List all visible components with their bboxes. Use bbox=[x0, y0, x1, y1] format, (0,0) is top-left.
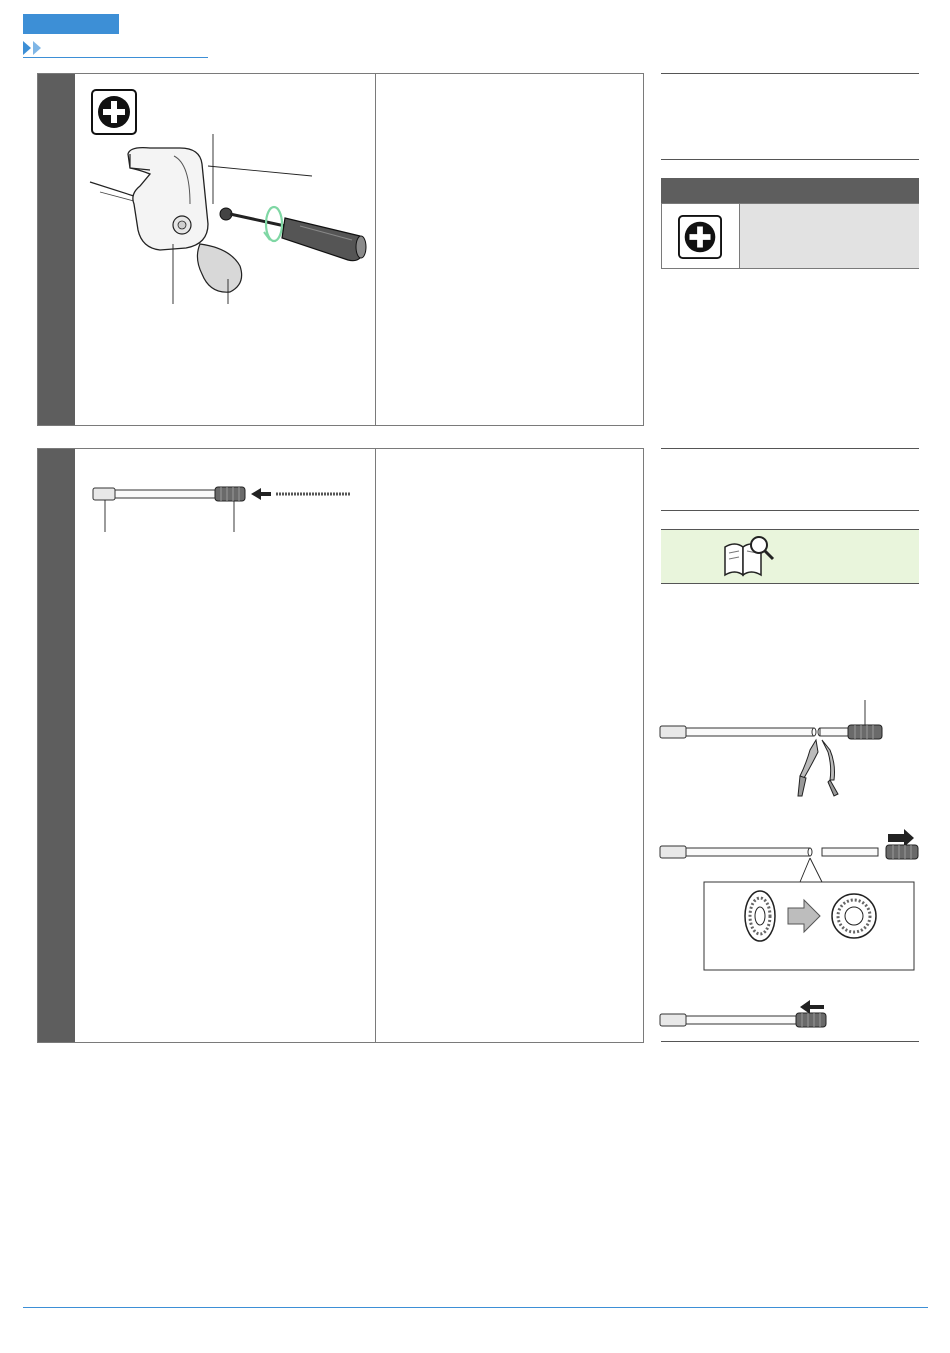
cable-cutter-illustration bbox=[660, 700, 890, 800]
footer-rule bbox=[23, 1307, 928, 1308]
phillips-screwdriver-icon bbox=[91, 89, 137, 135]
note-box bbox=[661, 203, 919, 269]
step-1-divider bbox=[375, 74, 376, 425]
double-chevron-right-icon bbox=[23, 41, 47, 55]
step-2-divider bbox=[375, 449, 376, 1042]
step-2-panel bbox=[37, 448, 644, 1043]
shift-lever-with-screwdriver-illustration bbox=[90, 134, 370, 309]
reference-box bbox=[661, 529, 919, 584]
section-tab bbox=[23, 14, 119, 34]
header-rule bbox=[23, 57, 208, 58]
step-1-number-bar bbox=[38, 74, 75, 425]
sidebar-rule-1 bbox=[661, 73, 919, 74]
sidebar-rule-3 bbox=[661, 448, 919, 449]
note-header-bar bbox=[661, 178, 919, 203]
phillips-screwdriver-icon bbox=[678, 215, 722, 259]
sidebar-rule-5 bbox=[661, 1041, 919, 1042]
sidebar-rule-4 bbox=[661, 510, 919, 511]
end-cap-install-illustration bbox=[660, 995, 840, 1035]
cable-housing-with-end-cap-illustration bbox=[93, 484, 353, 539]
sidebar-rule-2 bbox=[661, 159, 919, 160]
note-box-text-area bbox=[739, 204, 919, 268]
step-2-number-bar bbox=[38, 449, 75, 1042]
manual-magnifier-icon bbox=[721, 535, 777, 577]
step-1-panel bbox=[37, 73, 644, 426]
housing-end-detail-illustration bbox=[660, 828, 920, 973]
